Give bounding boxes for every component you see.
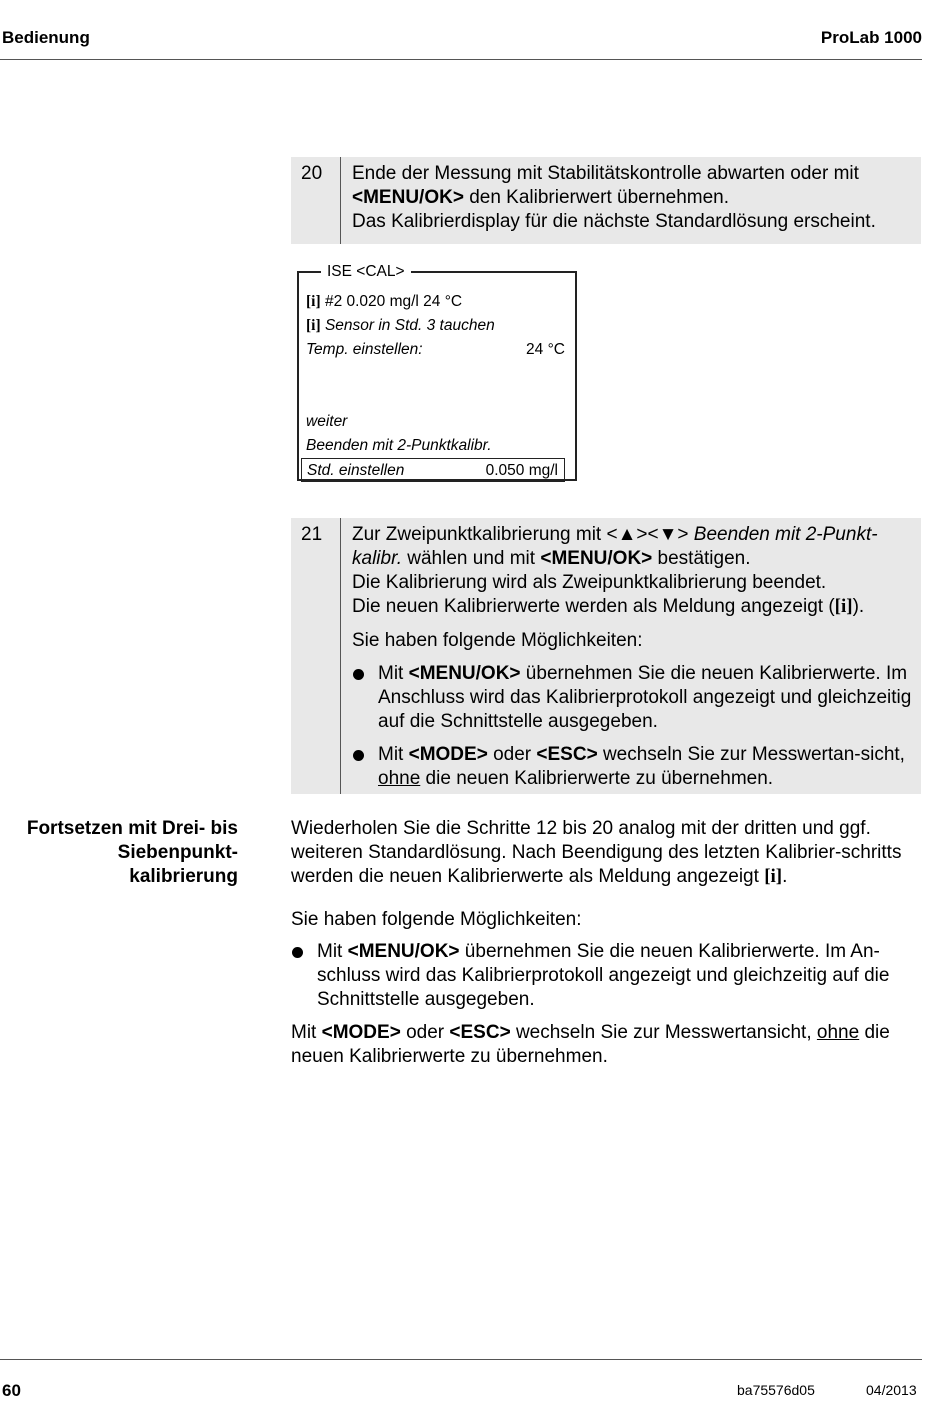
text-fragment: wechseln Sie zur Messwertan-sicht, [597, 744, 905, 765]
text-fragment: Die neuen Kalibrierwerte werden als Meldung angezeigt ( [352, 596, 835, 617]
text-fragment: die neuen Kalibrierwerte zu übernehmen. [420, 768, 774, 789]
document-id: ba75576d05 [737, 1382, 815, 1398]
info-icon: [i] [764, 866, 783, 887]
section-body [291, 817, 921, 1069]
text-fragment: > [677, 524, 694, 545]
step-line: Ende der Messung mit Stabilitätskontrolle abwarten oder mit [352, 163, 859, 184]
display-label: Temp. einstellen: [306, 341, 423, 358]
display-row-temperature [306, 338, 565, 362]
text-fragment: Mit [378, 663, 409, 684]
heading-line: Fortsetzen mit Drei- bis [26, 818, 238, 839]
text-fragment: >< [636, 524, 659, 545]
option-list-item [291, 940, 921, 1012]
footer-divider [0, 1359, 922, 1360]
text-fragment: Mit [317, 941, 348, 962]
info-icon: [i] [306, 317, 321, 334]
display-title: ISE <CAL> [321, 261, 411, 283]
display-menu-item-selected [301, 458, 565, 482]
section-paragraph [291, 1021, 921, 1069]
text-fragment: oder [487, 744, 537, 765]
display-row-status [306, 290, 565, 314]
step-paragraph [352, 523, 913, 571]
display-menu-item-finish: Beenden mit 2-Punktkalibr. [306, 437, 492, 454]
display-row-instruction [306, 314, 565, 338]
text-fragment: übernehmen Sie die neuen Kalibrierwerte. Im Anschluss wird das Kalibrierprotokoll angezeigt und gleichzeitig auf die Schnittstelle ausgegeben. [378, 663, 912, 732]
step-text [352, 523, 913, 791]
arrow-down-icon: ▼ [658, 524, 678, 545]
key-mode: <MODE> [408, 744, 488, 765]
text-fragment: wechseln Sie zur Messwertansicht, [510, 1022, 817, 1043]
bullet-icon [353, 669, 364, 680]
header-product-name: ProLab 1000 [820, 28, 922, 47]
step-paragraph: Die Kalibrierung wird als Zweipunktkalibrierung beendet. [352, 572, 827, 593]
key-menu-ok: <MENU/OK> [347, 941, 460, 962]
info-icon: [i] [306, 293, 321, 310]
display-value: 24 °C [526, 341, 565, 358]
info-icon: [i] [834, 596, 853, 617]
text-fragment: Zur Zweipunktkalibrierung mit < [352, 524, 618, 545]
text-fragment: . [782, 866, 788, 887]
key-esc: <ESC> [536, 744, 598, 765]
step-line [352, 186, 913, 210]
option-list-item [352, 662, 913, 734]
menu-item-name: Beenden mit 2-Punkt-kalibr. [352, 524, 878, 569]
section-heading [0, 817, 238, 889]
step-text-fragment: den Kalibrierwert übernehmen. [463, 187, 730, 208]
text-fragment: bestätigen. [652, 548, 751, 569]
display-text: #2 0.020 mg/l 24 °C [320, 293, 463, 310]
step-divider [340, 157, 341, 244]
text-fragment: Wiederholen Sie die Schritte 12 bis 20 analog mit der dritten und ggf. weiteren Standardlösung. Nach Beendigung des letzten Kalibrier-schritts werden die neuen Kalibrierwerte als Meldung angezeigt [291, 818, 902, 887]
text-fragment: wählen und mit [401, 548, 541, 569]
bullet-icon [292, 947, 303, 958]
heading-line: Siebenpunkt- [117, 842, 238, 863]
step-20 [291, 157, 921, 244]
arrow-up-icon: ▲ [617, 524, 637, 545]
key-menu-ok: <MENU/OK> [352, 187, 464, 208]
key-menu-ok: <MENU/OK> [408, 663, 521, 684]
text-fragment: übernehmen Sie die neuen Kalibrierwerte. Im An-schluss wird das Kalibrierprotokoll angezeigt und gleichzeitig auf die Schnittstelle ausgegeben. [317, 941, 890, 1010]
section-paragraph [291, 817, 921, 889]
display-label: Std. einstellen [307, 462, 405, 479]
document-date: 04/2013 [866, 1382, 917, 1398]
step-divider [340, 518, 341, 794]
display-text: Sensor in Std. 3 tauchen [320, 317, 495, 334]
emphasis-underline: ohne [816, 1022, 860, 1043]
display-value: 0.050 mg/l [485, 462, 558, 479]
device-display [297, 263, 577, 481]
text-fragment: Mit [291, 1022, 322, 1043]
step-number: 21 [301, 524, 323, 545]
step-text [352, 162, 913, 234]
display-menu-item-continue: weiter [306, 413, 348, 430]
heading-line: kalibrierung [129, 866, 238, 887]
text-fragment: die neuen Kalibrierwerte zu übernehmen. [291, 1022, 890, 1067]
section-paragraph: Sie haben folgende Möglichkeiten: [291, 909, 582, 930]
step-line: Das Kalibrierdisplay für die nächste Standardlösung erscheint. [352, 211, 876, 232]
text-fragment: oder [400, 1022, 450, 1043]
key-esc: <ESC> [449, 1022, 511, 1043]
page-number: 60 [2, 1381, 21, 1400]
key-mode: <MODE> [321, 1022, 401, 1043]
bullet-icon [353, 750, 364, 761]
step-21 [291, 518, 921, 794]
emphasis-underline: ohne [378, 768, 421, 789]
header-section-title: Bedienung [2, 28, 90, 47]
header-divider [0, 59, 922, 60]
step-number: 20 [301, 163, 323, 184]
text-fragment: Mit [378, 744, 409, 765]
key-menu-ok: <MENU/OK> [540, 548, 653, 569]
step-paragraph: Sie haben folgende Möglichkeiten: [352, 630, 643, 651]
text-fragment: ). [852, 596, 865, 617]
step-paragraph [352, 595, 913, 619]
option-list-item [352, 743, 913, 791]
